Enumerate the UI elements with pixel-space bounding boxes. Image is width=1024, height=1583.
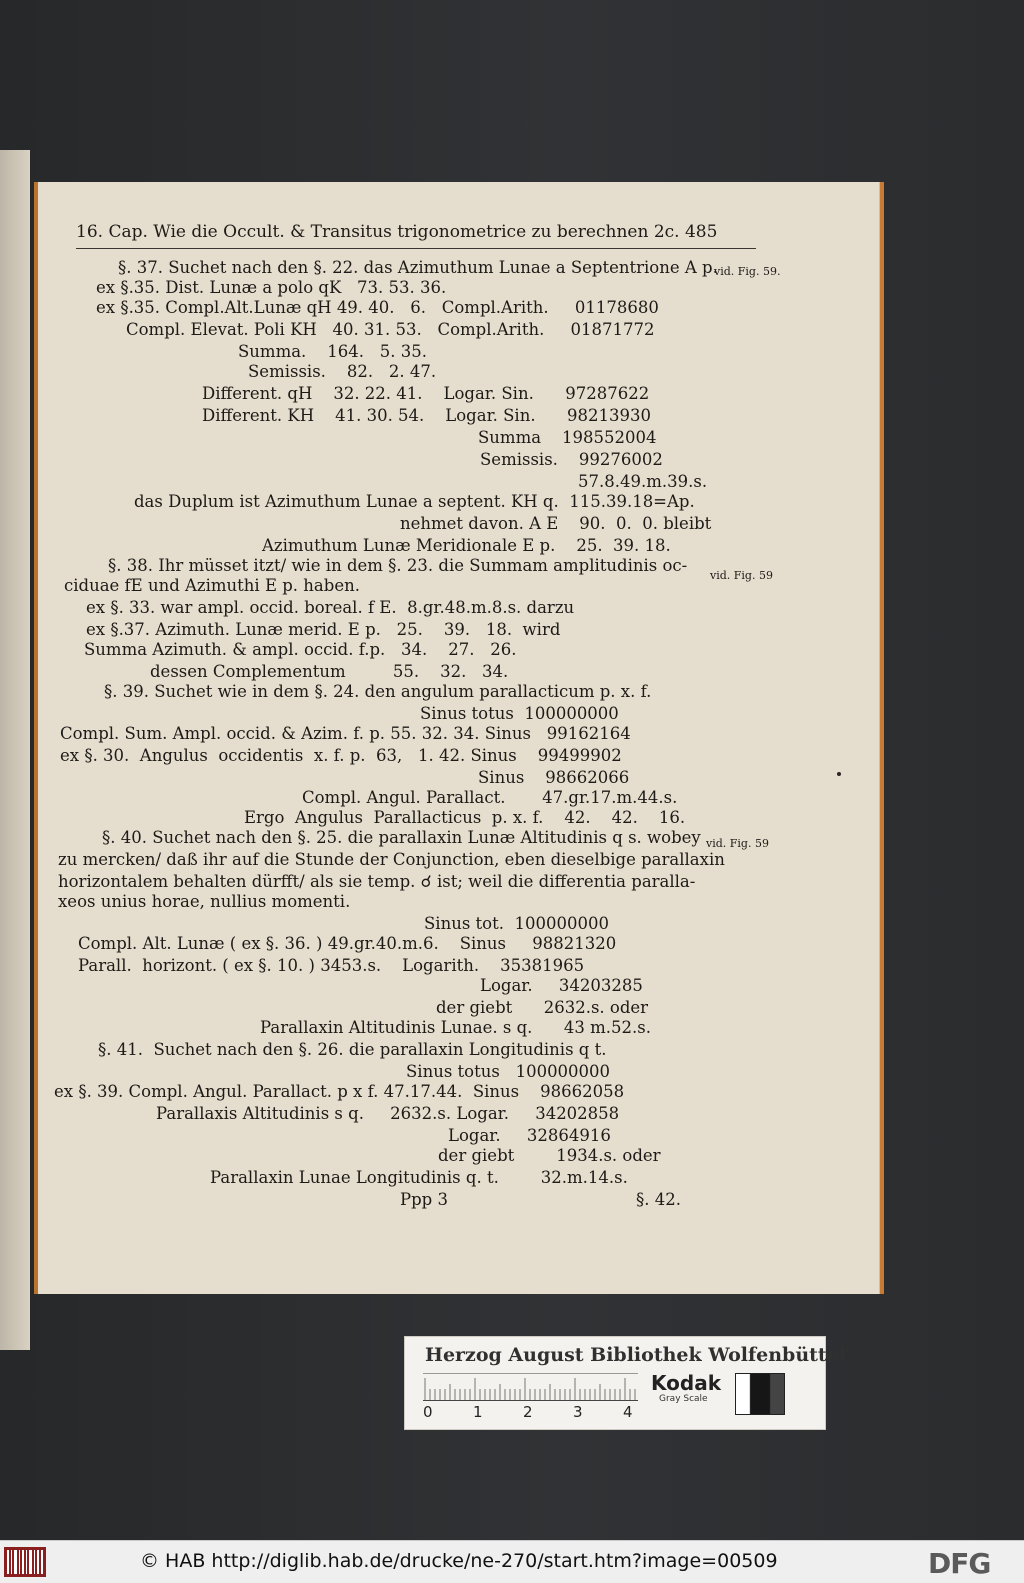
text-line: Summa Azimuth. & ampl. occid. f.p. 34. 27. 26. [84, 640, 517, 659]
text-line: Different. qH 32. 22. 41. Logar. Sin. 97287622 [202, 384, 650, 403]
book-page [34, 182, 884, 1294]
text-line: Sinus 98662066 [478, 768, 630, 787]
ink-dot [837, 772, 841, 776]
ruler-ticks [423, 1374, 638, 1400]
catchword: §. 42. [636, 1190, 681, 1209]
text-line: Ergo Angulus Parallacticus p. x. f. 42. 42. 16. [244, 808, 686, 827]
text-line: Parallaxis Altitudinis s q. 2632.s. Logar. 34202858 [156, 1104, 620, 1123]
gray-scale-label: Gray Scale [659, 1394, 708, 1404]
text-line: Summa 198552004 [478, 428, 657, 447]
text-line: xeos unius horae, nullius momenti. [58, 892, 351, 911]
text-line: ex §.37. Azimuth. Lunæ merid. E p. 25. 39. 18. wird [86, 620, 561, 639]
text-line: Semissis. 82. 2. 47. [248, 362, 437, 381]
text-line: Compl. Angul. Parallact. 47.gr.17.m.44.s. [302, 788, 678, 807]
marginal-note: vid. Fig. 59 [710, 569, 773, 582]
color-calibration-card [404, 1336, 846, 1430]
ruler-number: 0 [423, 1403, 433, 1421]
ruler-number: 2 [523, 1403, 533, 1421]
text-line: horizontalem behalten dürfft/ als sie temp. ☌ ist; weil die differentia paralla- [58, 872, 696, 891]
kodak-logo: Kodak [651, 1371, 721, 1395]
text-line: §. 38. Ihr müsset itzt/ wie in dem §. 23. die Summam amplitudinis oc- [108, 556, 688, 575]
text-line: nehmet davon. A E 90. 0. 0. bleibt [400, 514, 712, 533]
text-line: Compl. Sum. Ampl. occid. & Azim. f. p. 55. 32. 34. Sinus 99162164 [60, 724, 631, 743]
text-line: §. 39. Suchet wie in dem §. 24. den angulum parallacticum p. x. f. [104, 682, 652, 701]
text-line: §. 41. Suchet nach den §. 26. die parallaxin Longitudinis q t. [98, 1040, 607, 1059]
text-line: ex §.35. Compl.Alt.Lunæ qH 49. 40. 6. Compl.Arith. 01178680 [96, 298, 659, 317]
text-line: Compl. Elevat. Poli KH 40. 31. 53. Compl.Arith. 01871772 [126, 320, 655, 339]
gray-scale-swatch [735, 1373, 785, 1415]
text-line: Parall. horizont. ( ex §. 10. ) 3453.s. Logarith. 35381965 [78, 956, 585, 975]
text-line: Logar. 34203285 [480, 976, 643, 995]
dfg-logo: DFG [928, 1547, 991, 1580]
text-line: ex §.35. Dist. Lunæ a polo qK 73. 53. 36. [96, 278, 447, 297]
viewer-footer [0, 1540, 1024, 1583]
ruler-number: 3 [573, 1403, 583, 1421]
marginal-note: vid. Fig. 59. [714, 265, 781, 278]
signature-mark: Ppp 3 [400, 1190, 448, 1209]
ruler-number: 1 [473, 1403, 483, 1421]
running-header: 16. Cap. Wie die Occult. & Transitus trigonometrice zu berechnen 2c. 485 [76, 222, 718, 242]
text-line: Different. KH 41. 30. 54. Logar. Sin. 98213930 [202, 406, 652, 425]
text-line: Sinus totus 100000000 [420, 704, 619, 723]
text-line: der giebt 2632.s. oder [436, 998, 649, 1017]
text-line: ex §. 30. Angulus occidentis x. f. p. 63, 1. 42. Sinus 99499902 [60, 746, 622, 765]
text-line: dessen Complementum 55. 32. 34. [150, 662, 509, 681]
text-line: Semissis. 99276002 [480, 450, 663, 469]
text-line: zu mercken/ daß ihr auf die Stunde der Conjunction, eben dieselbige parallaxin [58, 850, 725, 869]
text-line: Logar. 32864916 [448, 1126, 611, 1145]
text-line: Summa. 164. 5. 35. [238, 342, 427, 361]
text-line: §. 40. Suchet nach den §. 25. die parallaxin Lunæ Altitudinis q s. wobey [102, 828, 701, 847]
text-line: 57.8.49.m.39.s. [578, 472, 708, 491]
text-line: Parallaxin Lunae Longitudinis q. t. 32.m.14.s. [210, 1168, 628, 1187]
text-line: ex §. 33. war ampl. occid. boreal. f E. 8.gr.48.m.8.s. darzu [86, 598, 575, 617]
text-line: Sinus tot. 100000000 [424, 914, 609, 933]
text-line: ciduae fE und Azimuthi E p. haben. [64, 576, 360, 595]
text-line: der giebt 1934.s. oder [438, 1146, 661, 1165]
text-line: das Duplum ist Azimuthum Lunae a septent. KH q. 115.39.18=Ap. [134, 492, 695, 511]
text-line: Sinus totus 100000000 [406, 1062, 611, 1081]
text-line: Azimuthum Lunæ Meridionale E p. 25. 39. 18. [262, 536, 671, 555]
marginal-note: vid. Fig. 59 [706, 837, 769, 850]
ruler-number: 4 [623, 1403, 633, 1421]
scale-ruler [423, 1373, 638, 1401]
copyright-link[interactable]: © HAB http://diglib.hab.de/drucke/ne-270/start.htm?image=00509 [140, 1550, 778, 1572]
library-name: Herzog August Bibliothek Wolfenbüttel [425, 1344, 846, 1366]
text-line: Parallaxin Altitudinis Lunae. s q. 43 m.52.s. [260, 1018, 651, 1037]
text-line: §. 37. Suchet nach den §. 22. das Azimuthum Lunae a Septentrione A p. [118, 258, 718, 277]
text-line: Compl. Alt. Lunæ ( ex §. 36. ) 49.gr.40.m.6. Sinus 98821320 [78, 934, 617, 953]
barcode-icon [4, 1547, 46, 1577]
text-line: ex §. 39. Compl. Angul. Parallact. p x f. 47.17.44. Sinus 98662058 [54, 1082, 625, 1101]
previous-page-edge [0, 150, 30, 1350]
header-rule [76, 248, 756, 249]
